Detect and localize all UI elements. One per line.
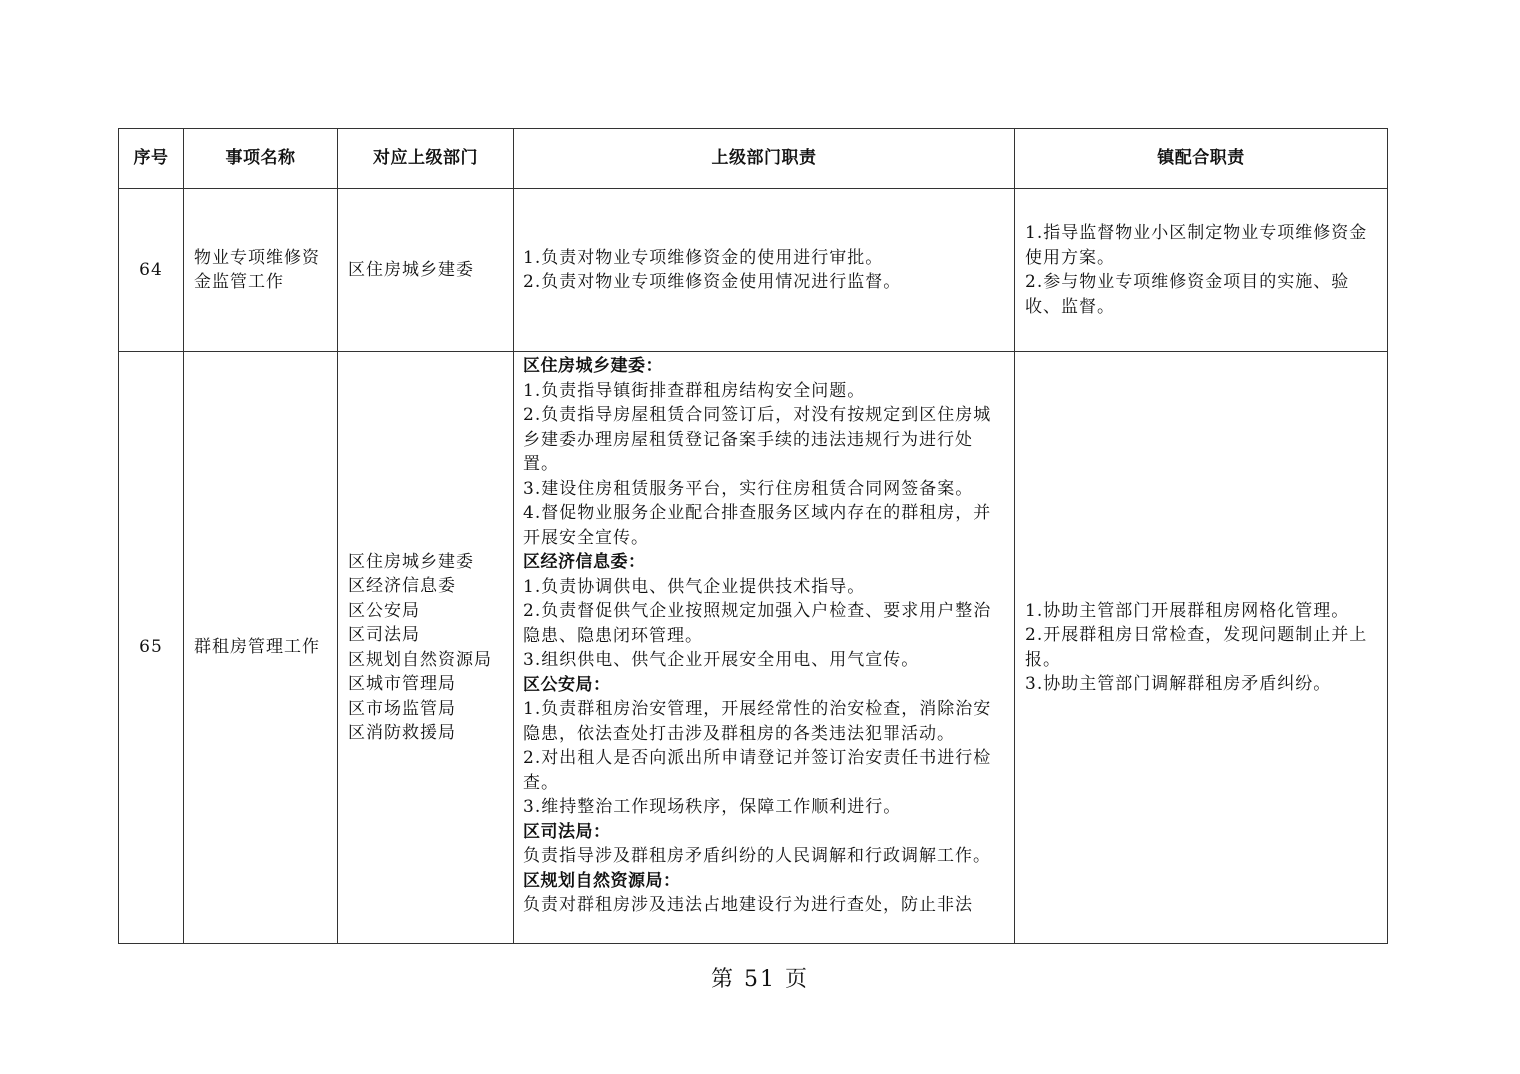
- department-name: 区市场监管局: [348, 698, 456, 719]
- row-upper-duties-cell: [514, 189, 1015, 352]
- department-name: 区住房城乡建委: [348, 259, 474, 280]
- row-town-duties-cell: [1015, 189, 1388, 352]
- duty-department-heading: 区住房城乡建委：: [523, 356, 663, 376]
- department-name: 区住房城乡建委: [348, 551, 474, 572]
- department-name: 区公安局: [348, 600, 420, 621]
- row-upper-duties-cell: [514, 352, 1015, 944]
- town-duty-paragraph: 3.协助主管部门调解群租房矛盾纠纷。: [1025, 674, 1332, 694]
- department-name: 区经济信息委: [348, 576, 456, 596]
- duty-paragraph: 负责对群租房涉及违法占地建设行为进行查处，防止非法: [523, 895, 973, 915]
- duty-paragraph: 2.负责对物业专项维修资金使用情况进行监督。: [523, 272, 902, 292]
- duty-department-heading: 区规划自然资源局：: [523, 870, 681, 891]
- row-item-name-cell: 物业专项维修资金监管工作: [184, 189, 338, 352]
- department-name: 区城市管理局: [348, 674, 456, 694]
- town-duty-paragraph: 2.开展群租房日常检查，发现问题制止并上报。: [1025, 625, 1368, 670]
- row-department-cell: [338, 189, 514, 352]
- duty-paragraph: 负责指导涉及群租房矛盾纠纷的人民调解和行政调解工作。: [523, 846, 991, 866]
- duty-paragraph: 1.负责指导镇街排查群租房结构安全问题。: [523, 380, 866, 401]
- department-name: 区规划自然资源局: [348, 649, 492, 670]
- department-name: 区消防救援局: [348, 723, 456, 743]
- table-row: [119, 189, 1388, 352]
- duty-paragraph: 1.负责群租房治安管理，开展经常性的治安检查，消除治安隐患，依法查处打击涉及群租房的各类违法犯罪活动。: [523, 699, 992, 744]
- row-department-cell: [338, 352, 514, 944]
- duty-department-heading: 区经济信息委：: [523, 552, 646, 572]
- duty-paragraph: 3.组织供电、供气企业开展安全用电、用气宣传。: [523, 650, 920, 670]
- row-town-duties-cell: [1015, 352, 1388, 944]
- town-duty-paragraph: 1.指导监督物业小区制定物业专项维修资金使用方案。: [1025, 223, 1368, 268]
- duty-paragraph: 1.负责对物业专项维修资金的使用进行审批。: [523, 247, 884, 268]
- duty-paragraph: 2.对出租人是否向派出所申请登记并签订治安责任书进行检查。: [523, 748, 992, 793]
- row-serial-cell: 65: [119, 352, 184, 944]
- header-upper-duties: 上级部门职责: [514, 129, 1015, 189]
- row-item-name-cell: 群租房管理工作: [184, 352, 338, 944]
- town-duty-paragraph: 2.参与物业专项维修资金项目的实施、验收、监督。: [1025, 272, 1350, 317]
- duty-paragraph: 3.维持整治工作现场秩序，保障工作顺利进行。: [523, 797, 902, 817]
- row-serial-cell: 64: [119, 189, 184, 352]
- duty-paragraph: 2.负责指导房屋租赁合同签订后，对没有按规定到区住房城乡建委办理房屋租赁登记备案手续的违法违规行为进行处置。: [523, 405, 992, 474]
- duty-table: [118, 128, 1388, 944]
- header-upper-department: 对应上级部门: [338, 129, 514, 189]
- duty-department-heading: 区公安局：: [523, 674, 611, 695]
- table-header-row: [119, 129, 1388, 189]
- town-duty-paragraph: 1.协助主管部门开展群租房网格化管理。: [1025, 600, 1350, 621]
- header-item-name: 事项名称: [184, 129, 338, 189]
- duty-paragraph: 1.负责协调供电、供气企业提供技术指导。: [523, 576, 866, 597]
- page-number: 第 51 页: [711, 967, 809, 992]
- table-row: [119, 352, 1388, 944]
- duty-paragraph: 4.督促物业服务企业配合排查服务区域内存在的群租房，并开展安全宣传。: [523, 503, 992, 548]
- header-town-duties: 镇配合职责: [1015, 129, 1388, 189]
- department-name: 区司法局: [348, 625, 420, 645]
- duty-department-heading: 区司法局：: [523, 821, 611, 842]
- header-serial: 序号: [119, 129, 184, 189]
- duty-paragraph: 3.建设住房租赁服务平台，实行住房租赁合同网签备案。: [523, 478, 974, 499]
- duty-paragraph: 2.负责督促供气企业按照规定加强入户检查、要求用户整治隐患、隐患闭环管理。: [523, 601, 992, 646]
